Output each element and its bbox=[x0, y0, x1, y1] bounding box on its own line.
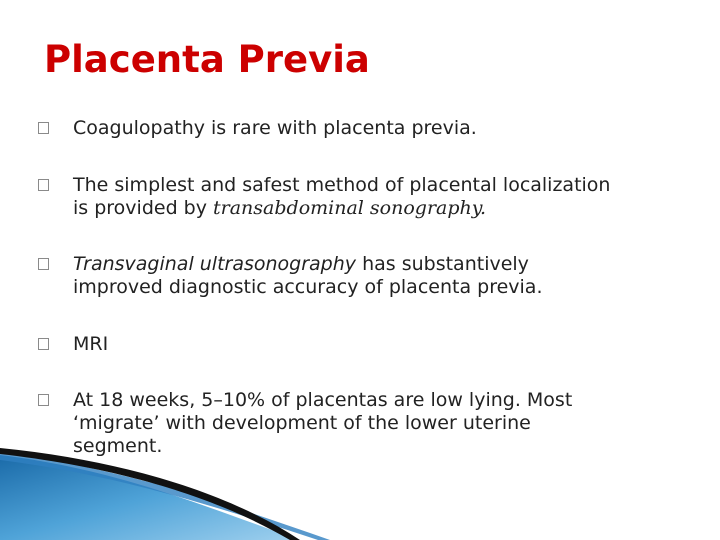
bullet-box-icon bbox=[38, 258, 49, 270]
bullet-text-line: The simplest and safest method of placental localization bbox=[73, 174, 611, 196]
bullet-box-icon bbox=[38, 338, 49, 350]
bullet-text bbox=[73, 389, 688, 458]
bullet-text-line: MRI bbox=[73, 333, 109, 355]
bullet-text-line: Coagulopathy is rare with placenta previa. bbox=[73, 117, 477, 139]
bullet-text-line bbox=[73, 197, 688, 220]
bullet-text-run: is provided by bbox=[73, 197, 214, 219]
bullet-text-line: improved diagnostic accuracy of placenta previa. bbox=[73, 276, 543, 298]
bullet-box-icon bbox=[38, 394, 49, 406]
bullet-text bbox=[73, 333, 688, 356]
bullet-text-line: At 18 weeks, 5–10% of placentas are low lying. Most bbox=[73, 389, 573, 411]
bullet-text-line: ‘migrate’ with development of the lower uterine bbox=[73, 412, 531, 434]
bullet-italic-run: transabdominal sonography. bbox=[213, 197, 487, 219]
bullet-box-icon bbox=[38, 179, 49, 191]
bullet-box-icon bbox=[38, 122, 49, 134]
slide-title: Placenta Previa bbox=[44, 38, 370, 81]
bullet-text bbox=[73, 253, 688, 299]
bullet-text-line: segment. bbox=[73, 435, 163, 457]
bullet-text bbox=[73, 174, 688, 220]
bullet-text-line bbox=[73, 253, 688, 276]
bullet-text-run: has substantively bbox=[356, 253, 529, 275]
bullet-text bbox=[73, 117, 688, 140]
bullet-italic-run: Transvaginal ultrasonography bbox=[73, 253, 357, 275]
